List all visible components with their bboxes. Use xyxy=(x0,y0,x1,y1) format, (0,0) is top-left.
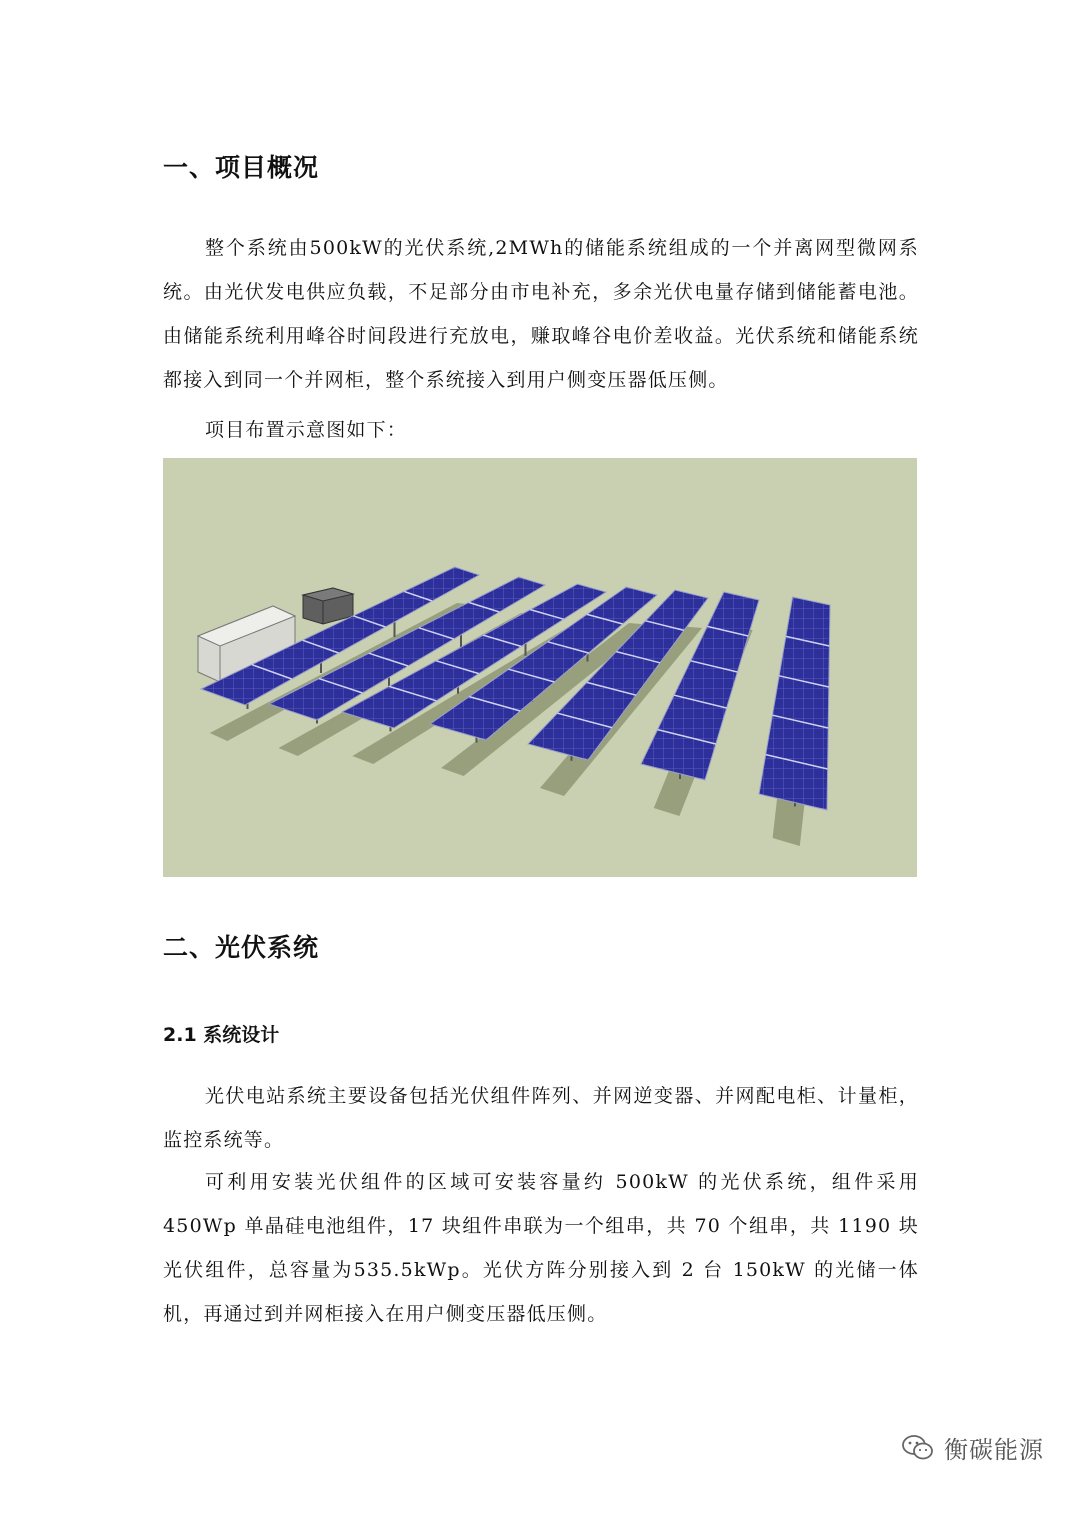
section-heading-pv-system: 二、光伏系统 xyxy=(163,933,320,962)
source-watermark xyxy=(902,1430,1044,1465)
solar-panel-row xyxy=(759,597,830,810)
section-heading-overview: 一、项目概况 xyxy=(163,153,320,182)
capacity-paragraph: 可利用安装光伏组件的区域可安装容量约 500kW 的光伏系统，组件采用 450Wp 单晶硅电池组件，17 块组件串联为一个组串，共 70 个组串，共 1190 块光伏组件，总容量为535.5kWp。光伏方阵分别接入到 2 台 150kW 的光储一体机，再通过到并网柜接入在用户侧变压器低压侧。 xyxy=(163,1171,919,1325)
overview-paragraph: 整个系统由500kW的光伏系统,2MWh的储能系统组成的一个并离网型微网系统。由光伏发电供应负载，不足部分由市电补充，多余光伏电量存储到储能蓄电池。由储能系统利用峰谷时间段进行充放电，赚取峰谷电价差收益。光伏系统和储能系统都接入到同一个并网柜，整个系统接入到用户侧变压器低压侧。 xyxy=(163,237,919,391)
pv-rows xyxy=(201,567,830,846)
watermark-text: 衡碳能源 xyxy=(944,1436,1044,1464)
solar-array-illustration xyxy=(163,458,917,877)
equipment-cabinet xyxy=(303,588,353,624)
project-layout-figure xyxy=(163,458,917,877)
wechat-icon xyxy=(902,1434,934,1462)
subsection-heading-system-design: 2.1 系统设计 xyxy=(163,1024,280,1046)
equipment-paragraph: 光伏电站系统主要设备包括光伏组件阵列、并网逆变器、并网配电柜、计量柜，监控系统等。 xyxy=(163,1085,919,1151)
layout-caption: 项目布置示意图如下： xyxy=(205,419,408,441)
